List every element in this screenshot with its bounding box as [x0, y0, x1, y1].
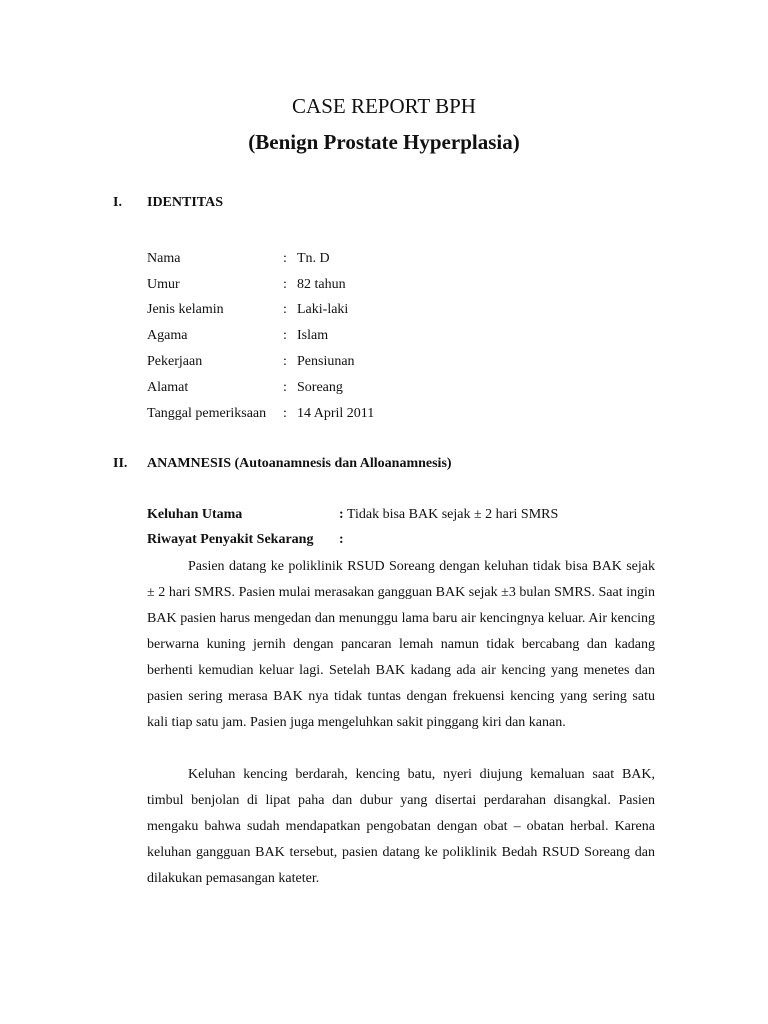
- keluhan-utama-value: Tidak bisa BAK sejak ± 2 hari SMRS: [343, 507, 559, 522]
- identity-label: Alamat: [147, 379, 189, 395]
- identity-label: Jenis kelamin: [147, 302, 224, 318]
- riwayat-penyakit-line: [147, 532, 344, 548]
- identity-row-agama: [147, 323, 374, 349]
- identity-value: Islam: [297, 328, 329, 344]
- identity-label: Nama: [147, 250, 181, 266]
- identity-colon: :: [283, 328, 287, 344]
- identity-label: Umur: [147, 276, 180, 292]
- identity-row-nama: [147, 246, 374, 272]
- identity-row-alamat: [147, 375, 374, 401]
- keluhan-utama-label: Keluhan Utama: [147, 507, 243, 522]
- keluhan-utama-colon: :: [339, 507, 344, 522]
- identity-colon: :: [283, 379, 287, 395]
- anamnesis-paragraph-1: Pasien datang ke poliklinik RSUD Soreang dengan keluhan tidak bisa BAK sejak ± 2 hari SMRS. Pasien mulai merasakan gangguan BAK sejak ±3 bulan SMRS. Saat ingin BAK pasien harus mengedan dan menunggu lama baru air kencingnya keluar. Air kencing berwarna kuning jernih dengan pancaran lemah namun tidak bercabang dan kadang berhenti kemudian keluar lagi. Setelah BAK kadang ada air kencing yang menetes dan pasien sering merasa BAK nya tidak tuntas dengan frekuensi kencing yang sering satu kali tiap satu jam. Pasien juga mengeluhkan sakit pinggang kiri dan kanan.: [147, 559, 655, 730]
- keluhan-utama-line: [147, 507, 558, 523]
- identity-value: 14 April 2011: [297, 405, 375, 421]
- identity-colon: :: [283, 302, 287, 318]
- document-title: CASE REPORT BPH: [292, 94, 476, 118]
- identity-label: Tanggal pemeriksaan: [147, 405, 267, 421]
- identity-value: 82 tahun: [297, 276, 346, 292]
- identity-row-jenis-kelamin: [147, 298, 374, 324]
- identity-table: [147, 246, 374, 427]
- anamnesis-paragraph-2: Keluhan kencing berdarah, kencing batu, nyeri diujung kemaluan saat BAK, timbul benjolan di lipat paha dan dubur yang disertai perdarahan disangkal. Pasien mengaku bahwa sudah mendapatkan pengobatan dengan obat – obatan herbal. Karena keluhan gangguan BAK tersebut, pasien datang ke poliklinik Bedah RSUD Soreang dan dilakukan pemasangan kateter.: [147, 767, 655, 886]
- identity-label: Agama: [147, 328, 188, 344]
- section-title-identitas: IDENTITAS: [147, 195, 223, 210]
- identity-row-tanggal-pemeriksaan: [147, 401, 374, 427]
- riwayat-penyakit-colon: :: [339, 532, 344, 547]
- section-title-anamnesis: ANAMNESIS (Autoanamnesis dan Alloanamnesis): [147, 456, 452, 471]
- identity-value: Laki-laki: [297, 302, 349, 318]
- document-subtitle: (Benign Prostate Hyperplasia): [248, 130, 520, 154]
- identity-label: Pekerjaan: [147, 354, 203, 370]
- riwayat-penyakit-label: Riwayat Penyakit Sekarang: [147, 532, 314, 547]
- identity-colon: :: [283, 276, 287, 292]
- identity-value: Pensiunan: [297, 354, 355, 370]
- identity-colon: :: [283, 405, 287, 421]
- identity-value: Soreang: [297, 379, 343, 395]
- identity-colon: :: [283, 250, 287, 266]
- identity-colon: :: [283, 354, 287, 370]
- identity-row-umur: [147, 272, 374, 298]
- identity-value: Tn. D: [297, 250, 330, 266]
- section-number-anamnesis: II.: [113, 456, 128, 471]
- identity-row-pekerjaan: [147, 349, 374, 375]
- section-number-identitas: I.: [113, 195, 122, 210]
